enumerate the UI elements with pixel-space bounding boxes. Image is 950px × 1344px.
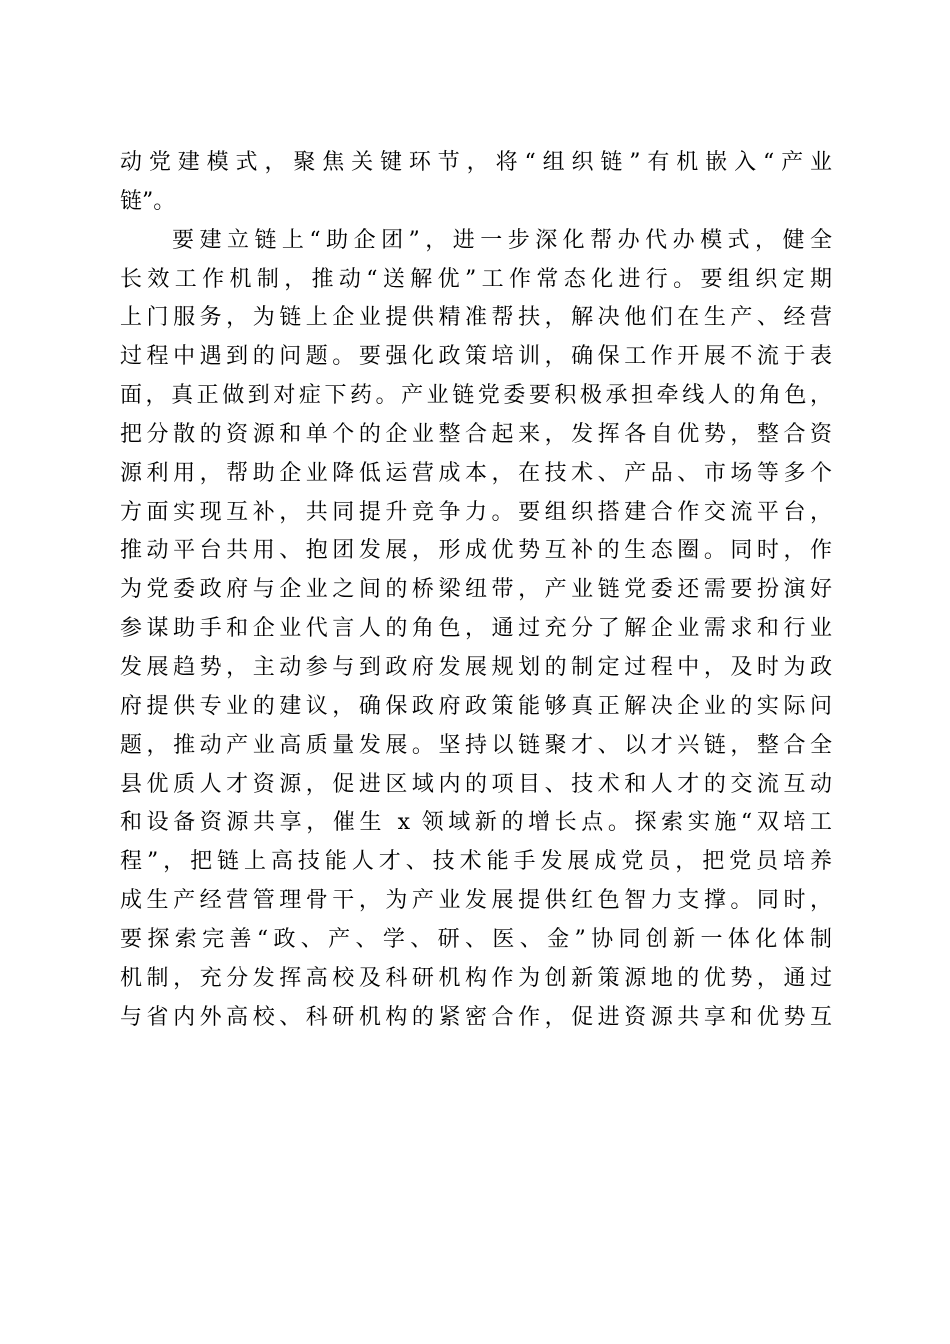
text-line: 动党建模式，聚焦关键环节，将“组织链”有机嵌入“产业	[120, 150, 832, 175]
text-line: 方面实现互补，共同提升竞争力。要组织搭建合作交流平台，	[120, 499, 832, 525]
text-line: 和设备资源共享，催生 x 领域新的增长点。探索实施“双培工	[120, 810, 832, 836]
text-line: 与省内外高校、科研机构的紧密合作，促进资源共享和优势互	[120, 1004, 832, 1030]
text-line: 参谋助手和企业代言人的角色，通过充分了解企业需求和行业	[120, 616, 832, 642]
text-line: 县优质人才资源，促进区域内的项目、技术和人才的交流互动	[120, 771, 832, 797]
text-line: 链”。	[120, 188, 176, 214]
text-line: 推动平台共用、抱团发展，形成优势互补的生态圈。同时，作	[120, 538, 832, 564]
text-line: 把分散的资源和单个的企业整合起来，发挥各自优势，整合资	[120, 421, 832, 447]
text-line: 长效工作机制，推动“送解优”工作常态化进行。要组织定期	[120, 266, 832, 292]
text-line: 源利用，帮助企业降低运营成本，在技术、产品、市场等多个	[120, 460, 832, 486]
text-line: 面，真正做到对症下药。产业链党委要积极承担牵线人的角色，	[120, 383, 832, 409]
body-text	[120, 144, 832, 1037]
text-line: 上门服务，为链上企业提供精准帮扶，解决他们在生产、经营	[120, 305, 832, 331]
text-line: 为党委政府与企业之间的桥梁纽带，产业链党委还需要扮演好	[120, 577, 832, 603]
text-line: 要建立链上“助企团”，进一步深化帮办代办模式，健全	[172, 227, 832, 253]
text-line: 机制，充分发挥高校及科研机构作为创新策源地的优势，通过	[120, 965, 832, 991]
text-line: 题，推动产业高质量发展。坚持以链聚才、以才兴链，整合全	[120, 732, 832, 758]
text-line: 程”，把链上高技能人才、技术能手发展成党员，把党员培养	[120, 849, 832, 875]
text-line: 发展趋势，主动参与到政府发展规划的制定过程中，及时为政	[120, 654, 832, 680]
text-line: 成生产经营管理骨干，为产业发展提供红色智力支撑。同时，	[120, 888, 832, 914]
text-line: 要探索完善“政、产、学、研、医、金”协同创新一体化体制	[120, 926, 832, 952]
text-line: 府提供专业的建议，确保政府政策能够真正解决企业的实际问	[120, 693, 832, 719]
text-line: 过程中遇到的问题。要强化政策培训，确保工作开展不流于表	[120, 344, 832, 370]
